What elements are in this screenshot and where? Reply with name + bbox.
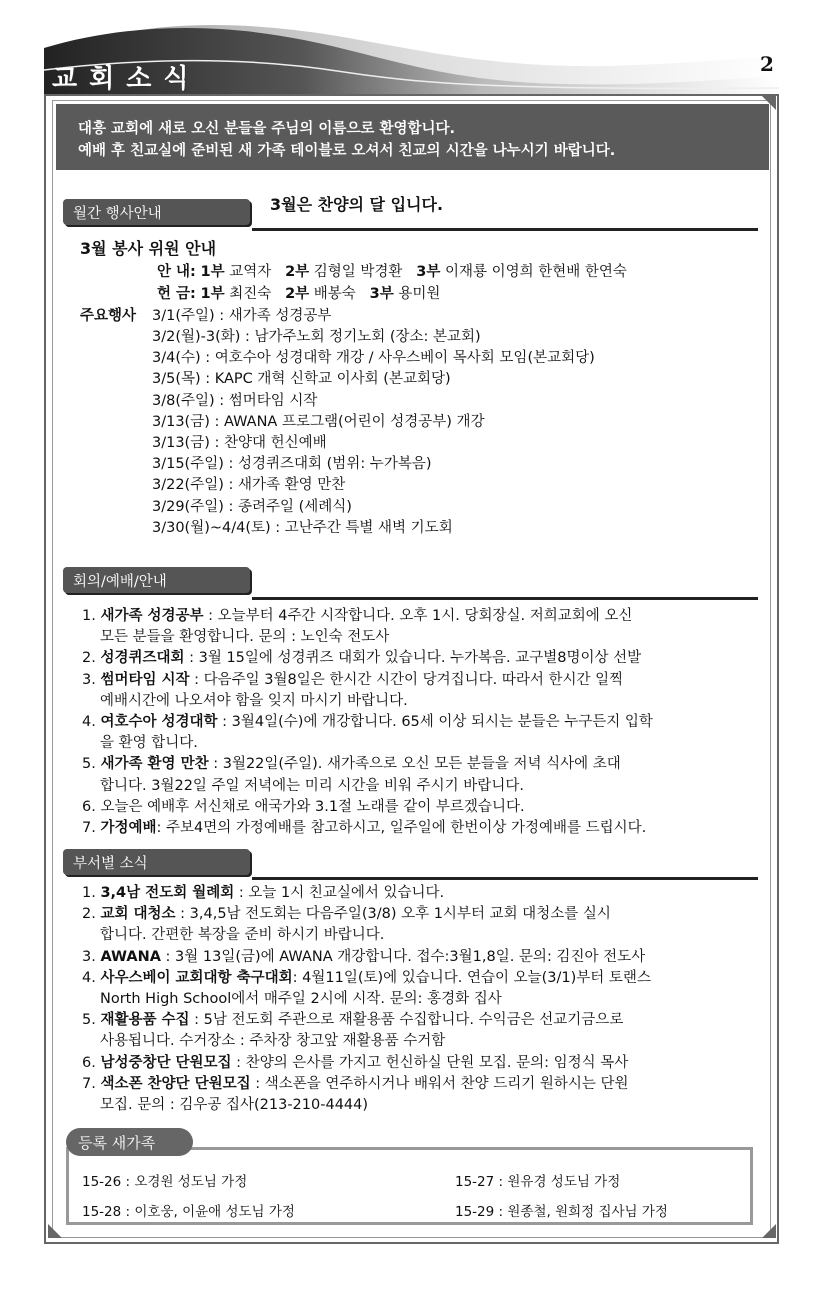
list-item: 7. 가정예배: 주보4면의 가정예배를 참고하시고, 일주일에 한번이상 가정예배를 드립시다.: [82, 820, 647, 837]
list-item: 6. 오늘은 예배후 서신채로 애국가와 3.1절 노래를 같이 부르겠습니다.: [82, 798, 525, 815]
meeting-list: [82, 606, 653, 839]
registration-entry: 15-29 : 원종철, 원희정 집사님 가정: [455, 1204, 668, 1220]
list-item: 1. 새가족 성경공부 : 오늘부터 4주간 시작합니다. 오후 1시. 당회장실. 저희교회에 오신: [82, 608, 633, 624]
list-item: 6. 남성중창단 단원모집 : 찬양의 은사를 가지고 헌신하실 단원 모집. 문의: 임정식 목사: [82, 1054, 629, 1071]
service-title: 3월 봉사 위원 안내: [80, 239, 217, 258]
list-item-cont: 예배시간에 나오셔야 함을 잊지 마시기 바랍니다.: [100, 692, 408, 709]
offering-service-2: 2부: [285, 286, 310, 302]
event-item: 3/2(월)-3(화) : 남가주노회 정기노회 (장소: 본교회): [152, 329, 481, 345]
offering-service-3: 3부: [369, 286, 394, 302]
event-item: 3/4(수) : 여호수아 성경대학 개강 / 사우스베이 목사회 모임(본교회당): [152, 350, 595, 367]
event-item: 3/15(주일) : 성경퀴즈대회 (범위: 누가복음): [152, 456, 432, 473]
welcome-line-2: 예배 후 친교실에 준비된 새 가족 테이블로 오셔서 친교의 시간을 나누시기 바랍니다.: [78, 143, 616, 159]
list-item-cont: 합니다. 간편한 복장을 준비 하시기 바랍니다.: [100, 927, 385, 944]
list-item: 7. 색소폰 찬양단 단원모집 : 색소폰을 연주하시거나 배워서 찬양 드리기 원하시는 단원: [82, 1075, 629, 1092]
usher-service-1: 1부: [200, 264, 225, 280]
events-label: 주요행사: [80, 308, 137, 324]
offering-label: 헌 금:: [157, 286, 196, 302]
section-tag-monthly: 월간 행사안내: [63, 199, 250, 225]
event-item: 3/22(주일) : 새가족 환영 만찬: [152, 477, 346, 494]
corner-ornament-bottom-right: [756, 1218, 776, 1238]
offering-names-3: 용미원: [398, 286, 441, 302]
usher-row: [157, 262, 627, 283]
event-item: 3/13(금) : 찬양대 헌신예배: [152, 435, 327, 452]
offering-service-1: 1부: [200, 286, 225, 302]
section-tag-registration: 등록 새가족: [66, 1128, 193, 1156]
list-item-cont: 합니다. 3월22일 주일 저녁에는 미리 시간을 비워 주시기 바랍니다.: [100, 777, 524, 794]
offering-row: [157, 284, 440, 305]
list-item: 5. 재활용품 수집 : 5남 전도회 주관으로 재활용품 수집합니다. 수익금은 선교기금으로: [82, 1012, 624, 1029]
list-item-cont: North High School에서 매주일 2시에 시작. 문의: 홍경화 집사: [100, 991, 502, 1008]
page-number: 2: [760, 52, 774, 76]
registration-entry: 15-28 : 이호웅, 이윤애 성도님 가정: [82, 1204, 295, 1220]
event-item: 3/30(월)~4/4(토) : 고난주간 특별 새벽 기도회: [152, 519, 453, 536]
monthly-theme: 3월은 찬양의 달 입니다.: [270, 195, 444, 214]
registration-entry: 15-27 : 원유경 성도님 가정: [455, 1174, 621, 1190]
usher-names-1: 교역자: [229, 264, 272, 280]
offering-names-2: 배봉숙: [313, 286, 356, 302]
registration-entry: 15-26 : 오경원 성도님 가정: [82, 1174, 248, 1190]
list-item: 2. 성경퀴즈대회 : 3월 15일에 성경퀴즈 대회가 있습니다. 누가복음. 교구별8명이상 선발: [82, 650, 642, 667]
usher-label: 안 내:: [157, 264, 196, 280]
usher-names-2: 김형일 박경환: [313, 264, 403, 280]
list-item: 5. 새가족 환영 만찬 : 3월22일(주일). 새가족으로 오신 모든 분들을 저녁 식사에 초대: [82, 756, 621, 773]
list-item: 3. 썸머타임 시작 : 다음주일 3월8일은 한시간 시간이 당겨집니다. 따라서 한시간 일찍: [82, 671, 624, 688]
list-item-cont: 사용됩니다. 수거장소 : 주차장 창고앞 재활용품 수거함: [100, 1033, 446, 1050]
event-item: 3/5(목) : KAPC 개혁 신학교 이사회 (본교회당): [152, 371, 451, 388]
welcome-line-1: 대흥 교회에 새로 오신 분들을 주님의 이름으로 환영합니다.: [78, 121, 456, 137]
list-item: 4. 사우스베이 교회대항 축구대회: 4월11일(토)에 있습니다. 연습이 오늘(3/1)부터 토랜스: [82, 969, 651, 986]
section-rule: [252, 597, 758, 600]
event-item: 3/13(금) : AWANA 프로그램(어린이 성경공부) 개강: [152, 413, 485, 430]
list-item: 4. 여호수아 성경대학 : 3월4일(수)에 개강합니다. 65세 이상 되시는 분들은 누구든지 입학: [82, 714, 653, 731]
events-list: [152, 327, 595, 539]
section-tag-department: 부서별 소식: [63, 849, 250, 875]
corner-ornament-bottom-left: [48, 1218, 68, 1238]
usher-service-3: 3부: [416, 264, 441, 280]
section-tag-meeting: 회의/예배/안내: [63, 567, 250, 593]
welcome-banner: [56, 104, 769, 170]
list-item: 3. AWANA : 3월 13일(금)에 AWANA 개강합니다. 접수:3월1,8일. 문의: 김진아 전도사: [82, 948, 646, 965]
section-rule: [252, 877, 758, 880]
usher-names-3: 이재룡 이영희 한현배 한연숙: [444, 264, 627, 280]
section-rule: [252, 228, 758, 231]
list-item: 2. 교회 대청소 : 3,4,5남 전도회는 다음주일(3/8) 오후 1시부터 교회 대청소를 실시: [82, 906, 611, 923]
page-title: 교회소식: [52, 64, 201, 94]
list-item-cont: 모든 분들을 환영합니다. 문의 : 노인숙 전도사: [100, 629, 390, 646]
department-list: [82, 883, 651, 1116]
offering-names-1: 최진숙: [229, 286, 272, 302]
event-item: 3/8(주일) : 썸머타임 시작: [152, 392, 318, 409]
event-item: 3/1(주일) : 새가족 성경공부: [152, 308, 332, 324]
list-item-cont: 을 환영 합니다.: [100, 735, 198, 752]
usher-service-2: 2부: [285, 264, 310, 280]
list-item-cont: 모집. 문의 : 김우공 집사(213-210-4444): [100, 1097, 369, 1114]
list-item: 1. 3,4남 전도회 월례회 : 오늘 1시 친교실에서 있습니다.: [82, 885, 445, 901]
event-item: 3/29(주일) : 종려주일 (세례식): [152, 498, 352, 515]
